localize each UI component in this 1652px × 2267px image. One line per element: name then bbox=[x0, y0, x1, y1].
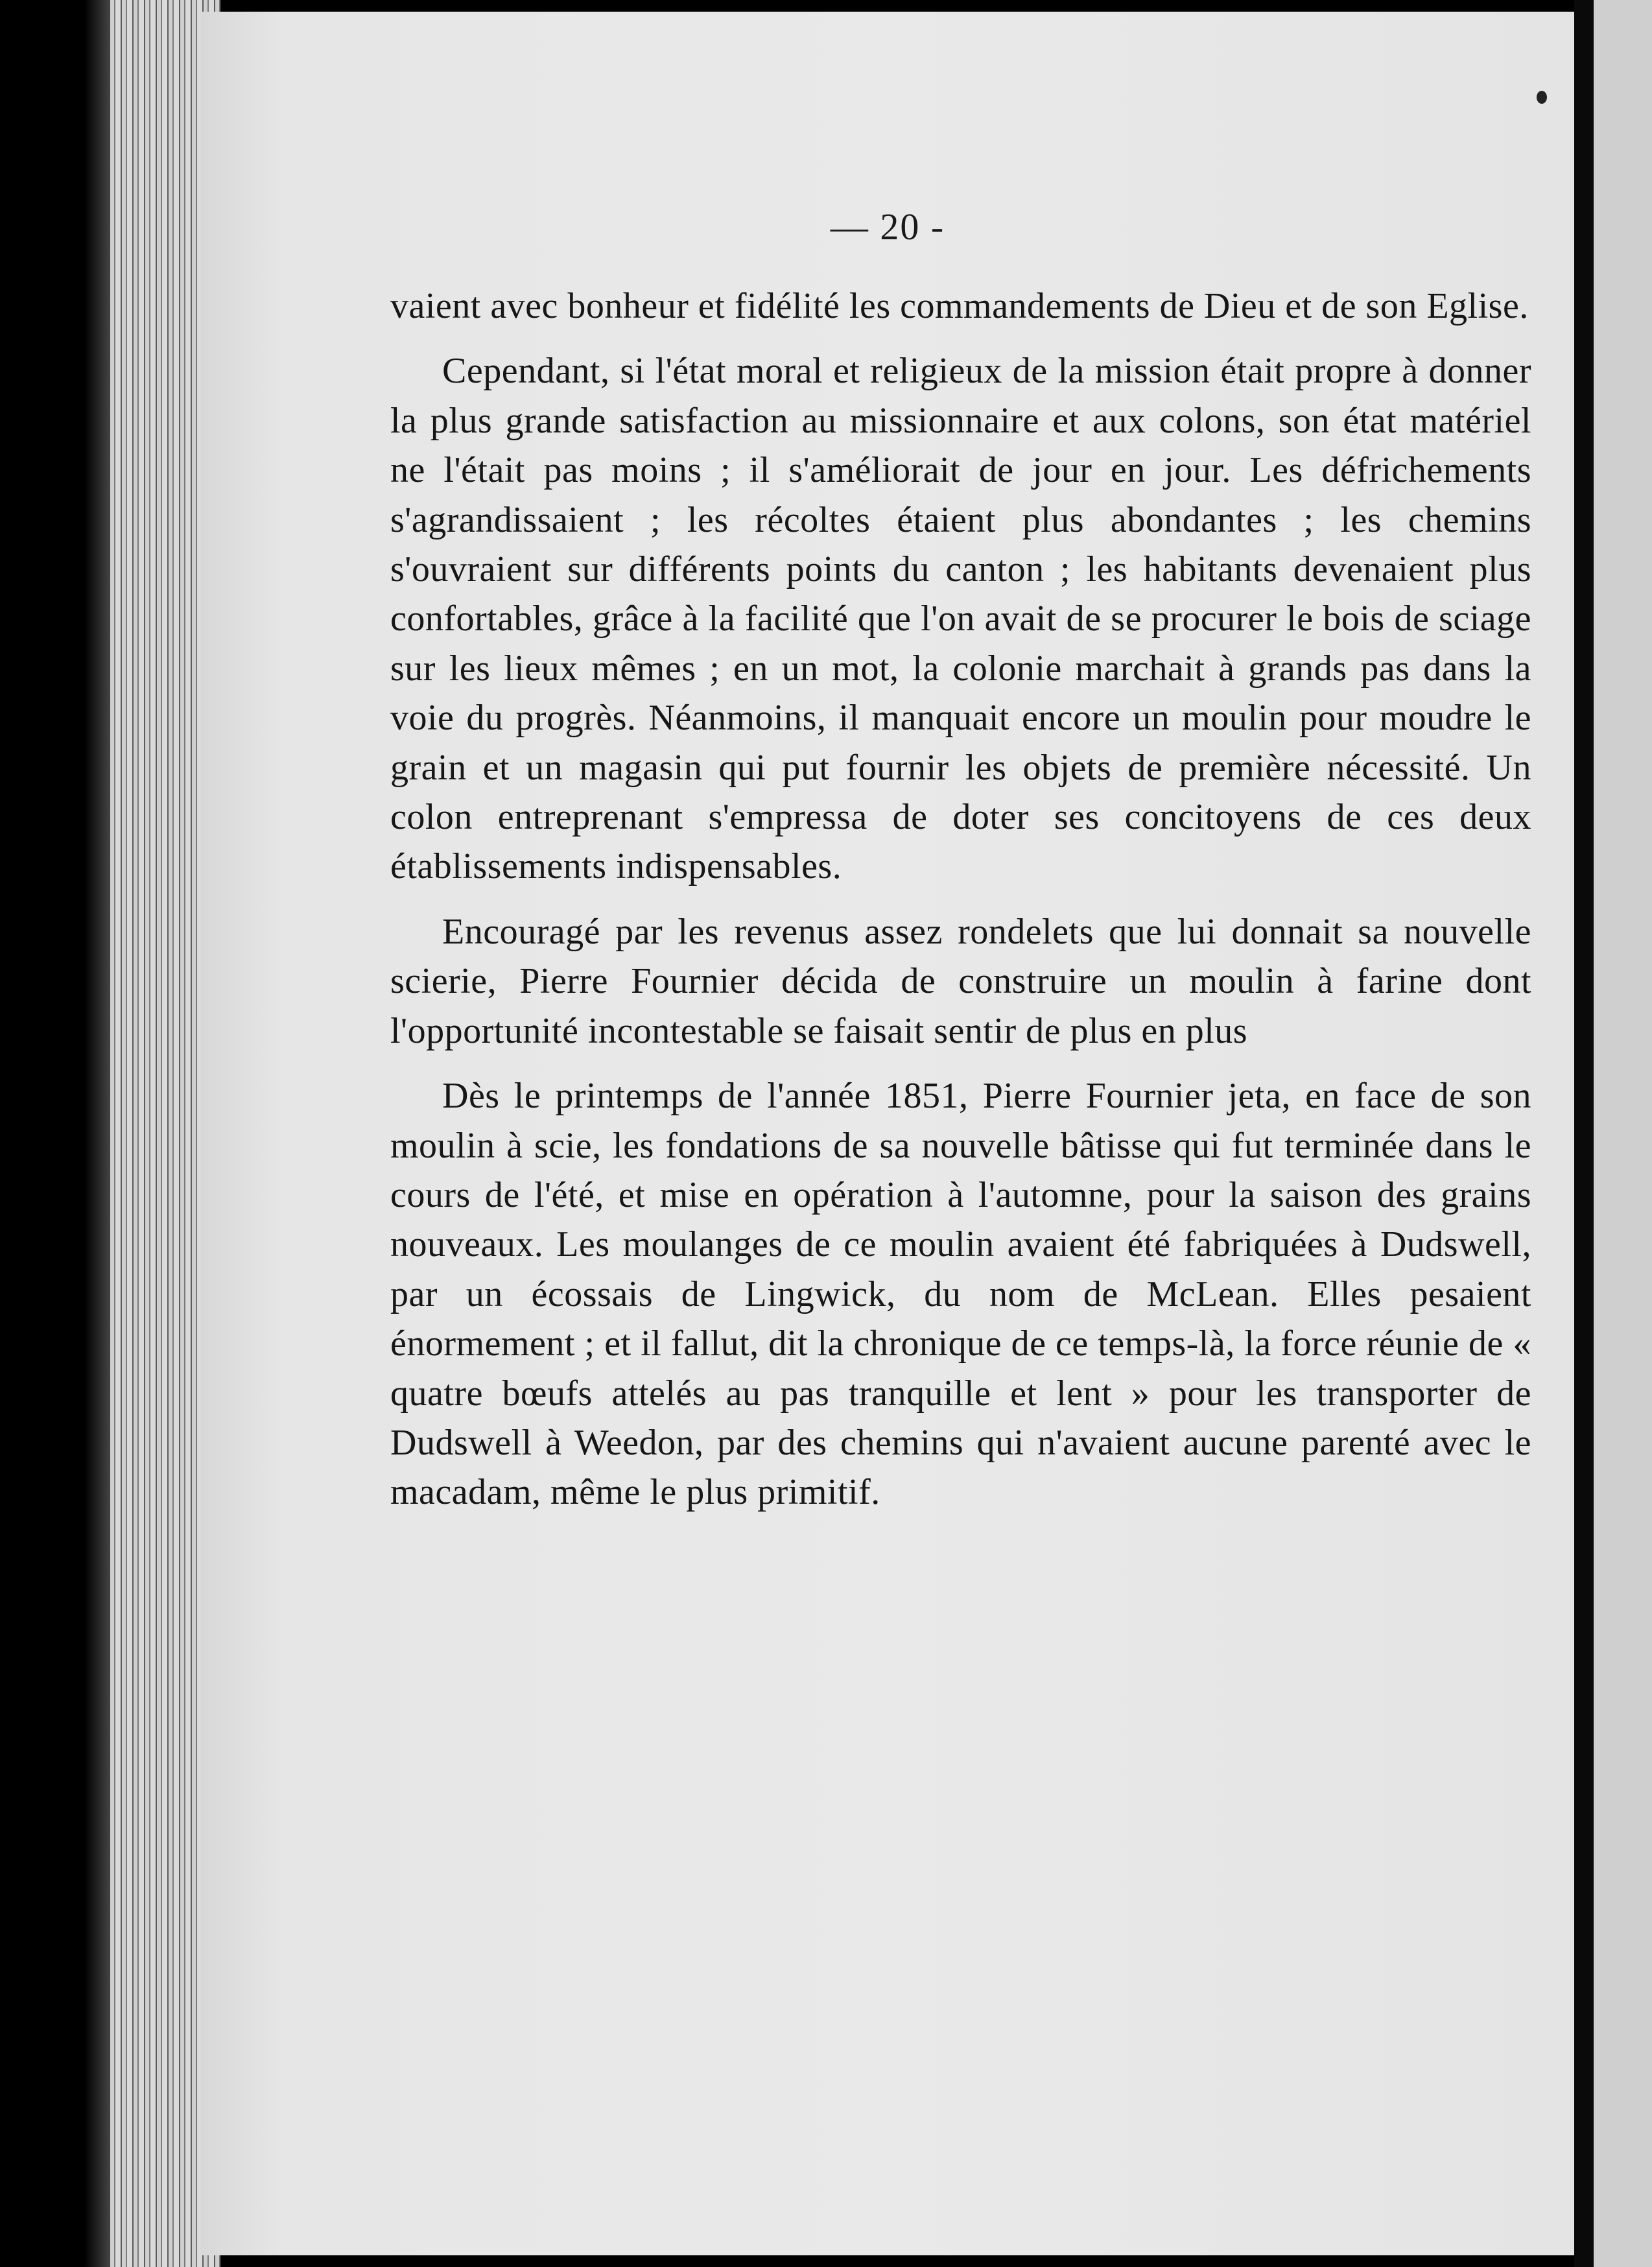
scan-border bbox=[1574, 0, 1594, 2267]
facing-page-strip bbox=[1594, 0, 1652, 2267]
body-text bbox=[390, 281, 1531, 1533]
paragraph-2: Cependant, si l'état moral et religieux de la mission était propre à donner la plus grande satisfaction au missionnaire et aux colons, son état matériel ne l'était pas moins ; il s'améliorait de jour en jour. Les défrichements s'agrandissaient ; les récoltes étaient plus abondantes ; les chemins s'ouvraient sur différents points du canton ; les habitants devenaient plus confortables, grâce à la facilité que l'on avait de se procurer le bois de sciage sur les lieux mêmes ; en un mot, la colonie marchait à grands pas dans la voie du progrès. Néanmoins, il manquait encore un moulin pour moudre le grain et un magasin qui put fournir les objets de première nécessité. Un colon entreprenant s'empressa de doter ses concitoyens de ces deux établissements indispensables. bbox=[390, 351, 1531, 887]
page-number: — 20 - bbox=[830, 206, 945, 248]
paragraph-1: vaient avec bonheur et fidélité les commandements de Dieu et de son Eglise. bbox=[390, 286, 1529, 326]
paragraph-3: Encouragé par les revenus assez rondelets que lui donnait sa nouvelle scierie, Pierre Fournier décida de construire un moulin à farine dont l'opportunité incontestable se faisait sentir de plus en plus bbox=[390, 911, 1531, 1051]
book-page bbox=[201, 12, 1574, 2255]
paragraph-4: Dès le printemps de l'année 1851, Pierre Fournier jeta, en face de son moulin à scie, les fondations de sa nouvelle bâtisse qui fut terminée dans le cours de l'été, et mise en opération à l'automne, pour la saison des grains nouveaux. Les moulanges de ce moulin avaient été fabriquées à Dudswell, par un écossais de Lingwick, du nom de McLean. Elles pesaient énormement ; et il fallut, dit la chronique de ce temps-là, la force réunie de « quatre bœufs attelés au pas tranquille et lent » pour les transporter de Dudswell à Weedon, par des chemins qui n'avaient aucune parenté avec le macadam, même le plus primitif. bbox=[390, 1076, 1531, 1513]
ink-spot bbox=[1537, 91, 1547, 104]
